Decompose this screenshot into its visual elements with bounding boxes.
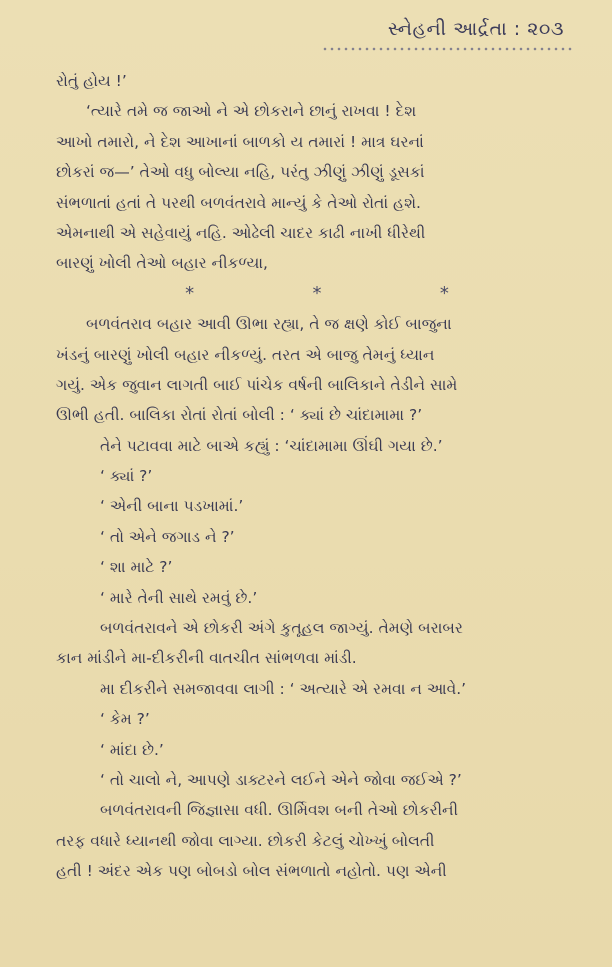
running-header: સ્નેહની આર્દ્રતા : ૨૦૩ <box>387 18 564 40</box>
text-line: સંભળાતાં હતાં તે પરથી બળવંતરાવે માન્યું કે તેઓ રોતાં હશે. <box>56 193 421 212</box>
text-line: ‘ તો ચાલો ને, આપણે ડાક્ટરને લઈને એને જોવા જઈએ ?’ <box>100 770 462 789</box>
text-line: બારણું ખોલી તેઓ બહાર નીકળ્યા, <box>56 254 268 273</box>
text-line: ઊભી હતી. બાલિકા રોતાં રોતાં બોલી : ‘ ક્યાં છે ચાંદામામા ?’ <box>56 406 423 425</box>
separator-star: * <box>312 282 322 304</box>
text-line: હતી ! અંદર એક પણ બોબડો બોલ સંભળાતો નહોતો. પણ એની <box>56 862 447 881</box>
header-ornament-rule <box>322 46 572 52</box>
text-line: ‘ મારે તેની સાથે રમવું છે.’ <box>100 588 258 607</box>
text-line: ‘ શા માટે ?’ <box>100 558 173 577</box>
text-line: બળવંતરાવને એ છોકરી અંગે કુતૂહલ જાગ્યું. તેમણે બરાબર <box>100 619 463 638</box>
text-line: ‘ તો એને જગાડ ને ?’ <box>100 527 235 546</box>
section-separator <box>56 279 578 309</box>
text-line: રોતું હોય !’ <box>56 72 127 90</box>
text-line: ‘ એની બાના પડખામાં.’ <box>100 497 244 516</box>
text-line: આખો તમારો, ને દેશ આખાનાં બાળકો ય તમારાં ! માત્ર ઘરનાં <box>56 132 424 151</box>
body-text <box>56 66 578 887</box>
text-line: બળવંતરાવની જિજ્ઞાસા વધી. ઊર્મિવશ બની તેઓ છોકરીની <box>100 801 459 820</box>
text-line: એમનાથી એ સહેવાયું નહિ. ઓઢેલી ચાદર કાઢી નાખી ધીરેથી <box>56 223 426 242</box>
text-line: ખંડનું બારણું ખોલી બહાર નીકળ્યું. તરત એ બાજુ તેમનું ધ્યાન <box>56 345 435 364</box>
text-line: તેને પટાવવા માટે બાએ કહ્યું : ‘ચાંદામામા ઊંઘી ગયા છે.’ <box>100 436 443 455</box>
separator-star: * <box>439 282 449 304</box>
text-line: ‘ માંદા છે.’ <box>100 740 164 759</box>
separator-star: * <box>185 282 195 304</box>
text-line: બળવંતરાવ બહાર આવી ઊભા રહ્યા, તે જ ક્ષણે કોઈ બાજુના <box>86 315 452 334</box>
text-line: ‘ત્યારે તમે જ જાઓ ને એ છોકરાને છાનું રાખવા ! દેશ <box>86 102 417 121</box>
text-line: ગયું. એક જુવાન લાગતી બાઈ પાંચેક વર્ષની બાલિકાને તેડીને સામે <box>56 375 458 394</box>
text-line: ‘ ક્યાં ?’ <box>100 467 153 486</box>
text-line: ‘ કેમ ?’ <box>100 710 150 729</box>
text-line: તરફ વધારે ધ્યાનથી જોવા લાગ્યા. છોકરી કેટલું ચોખ્ખું બોલતી <box>56 831 435 850</box>
text-line: કાન માંડીને મા-દીકરીની વાતચીત સાંભળવા માંડી. <box>56 649 357 668</box>
text-line: મા દીકરીને સમજાવવા લાગી : ‘ અત્યારે એ રમવા ન આવે.’ <box>100 679 467 698</box>
text-line: છોકરાં જ—’ તેઓ વધુ બોલ્યા નહિ, પરંતુ ઝીણું ઝીણું ડૂસકાં <box>56 163 425 182</box>
